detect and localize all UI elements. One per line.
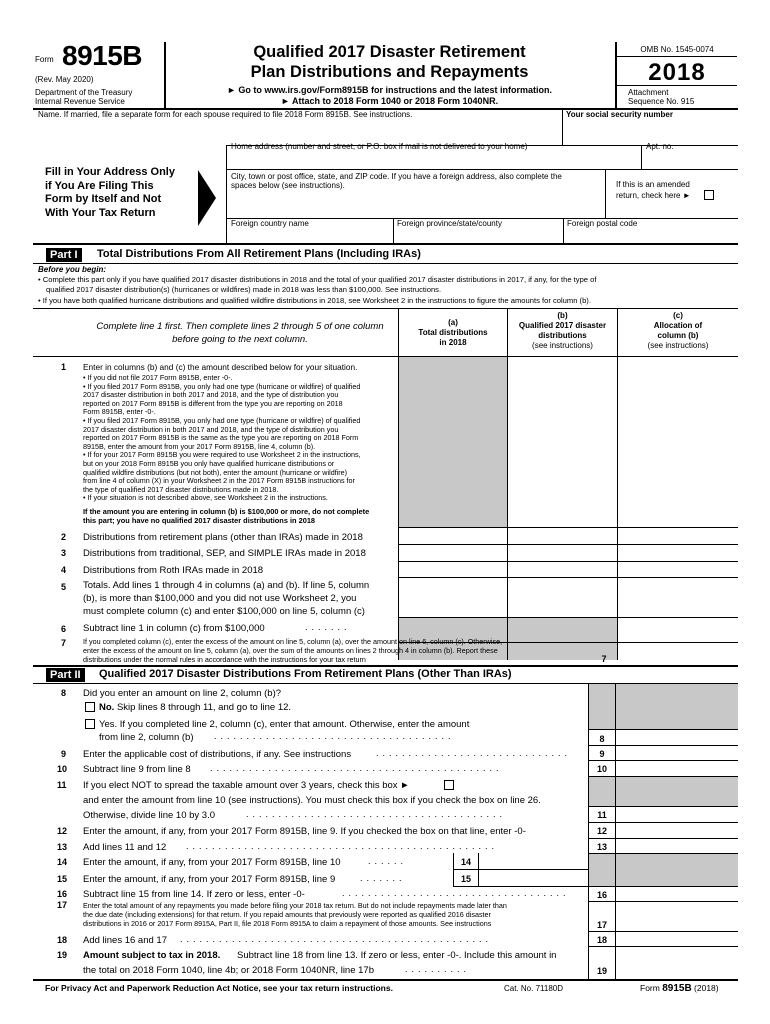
line-number-6: 6 [61,624,67,634]
line-number-1: 1 [61,362,67,372]
line9-text: Enter the applicable cost of distributions, if any. See instructions [83,749,352,760]
city-state-zip-field[interactable] [231,192,601,214]
arrow-right-icon [198,170,216,226]
attachment-label: Attachment [628,88,669,97]
line19-text-b: the total on 2018 Form 1040, line 4b; or 2018 Form 1040NR, line 17b [83,965,374,976]
line3-column-c-field[interactable] [618,545,737,560]
box-number-17: 17 [596,920,607,930]
line-number-3: 3 [61,548,67,558]
line19-amount-field[interactable] [616,947,737,978]
line12-amount-field[interactable] [616,823,737,838]
line-number-7: 7 [61,638,67,648]
ssn-label: Your social security number [566,110,673,119]
line10-amount-field[interactable] [616,761,737,775]
line11-amount-field[interactable] [616,807,737,822]
line-number-17: 17 [57,900,68,910]
line-number-4: 4 [61,565,67,575]
name-field[interactable] [38,120,558,144]
omb-number: OMB No. 1545-0074 [640,45,714,54]
line-number-14: 14 [57,857,68,867]
apt-label: Apt. no. [646,142,674,151]
line7-text-c: distributions under the normal rules in accordance with the instructions for your tax return [83,655,366,664]
line-number-18: 18 [57,935,68,945]
line-number-10: 10 [57,764,68,774]
box-number-10: 10 [596,764,607,774]
sequence-number: Sequence No. 915 [628,97,695,106]
line8-question: Did you enter an amount on line 2, column (b)? [83,688,282,699]
column-c-header: (c) Allocation of column (b) (see instructions) [647,311,709,350]
column-a-header: (a) Total distributions in 2018 [418,318,488,347]
part1-label: Part I [46,248,82,262]
line9-amount-field[interactable] [616,746,737,760]
line17-text-c: distributions in 2016 or 2017 Form 8915A, Part II, file 2018 Form 8915A to claim a repayment of those amounts. See instructions [83,919,492,928]
line5-text-a: Totals. Add lines 1 through 4 in columns (a) and (b). If line 5, column [83,580,370,591]
line16-amount-field[interactable] [616,887,737,901]
attach-instruction: ► Attach to 2018 Form 1040 or 2018 Form 1040NR. [280,96,499,106]
form-title-line1: Qualified 2017 Disaster Retirement [253,43,526,61]
line11-text-b: and enter the amount from line 10 (see instructions). You must check this box if you check the box on line 26. [83,795,541,806]
line8-no-checkbox[interactable] [85,702,95,712]
amended-label-line2: return, check here ► [616,191,691,200]
line7-text-b: enter the excess of the amount on line 5, column (a), over the sum of the amounts on lines 2 through 4 in column (b). Report these [83,646,498,655]
form-reference: Form 8915B (2018) [640,983,719,994]
box-number-7: 7 [601,654,607,664]
department-line1: Department of the Treasury [35,88,133,97]
column-b-header: (b) Qualified 2017 disaster distributions (see instructions) [518,311,607,350]
line2-column-a-field[interactable] [399,528,507,544]
line5-column-c-field[interactable] [618,578,737,617]
foreign-postal-field[interactable] [567,229,735,242]
department-line2: Internal Revenue Service [35,97,125,106]
privacy-act-notice: For Privacy Act and Paperwork Reduction Act Notice, see your tax return instructions. [45,983,393,993]
line13-amount-field[interactable] [616,839,737,853]
form-title-line2: Plan Distributions and Repayments [250,63,529,81]
line3-text: Distributions from traditional, SEP, and SIMPLE IRAs made in 2018 [83,548,366,559]
foreign-country-label: Foreign country name [231,219,309,228]
line17-amount-field[interactable] [616,902,737,930]
part2-label: Part II [46,668,85,682]
line6-column-c-field[interactable] [618,618,737,642]
part1-bullet1b: qualified 2017 disaster distribution(s) (hurricanes or wildfires) made in 2018 was less than $100,000. See instructions. [46,285,442,294]
box-number-15: 15 [460,874,471,884]
line8-no-text: No. Skip lines 8 through 11, and go to line 12. [99,702,292,713]
fill-in-address-note: Fill in Your Address Only if You Are Filing This Form by Itself and Not With Your Tax Return [45,166,175,219]
line3-column-a-field[interactable] [399,545,507,560]
line11-text-c: Otherwise, divide line 10 by 3.0 [83,810,216,821]
part1-title: Total Distributions From All Retirement Plans (Including IRAs) [97,248,421,260]
line8-yes-text-2: from line 2, column (b) [99,732,194,743]
part1-bullet1a: • Complete this part only if you have qualified 2017 disaster distributions in 2018 and the total of your qualified 2017 disaster distributions in 2017, if any, for the type of [38,275,597,284]
line3-column-b-field[interactable] [508,545,616,560]
foreign-province-label: Foreign province/state/county [397,219,502,228]
line-number-9: 9 [61,749,67,759]
part1-intro-line2: before going to the next column. [172,334,308,345]
box-number-12: 12 [596,826,607,836]
revision-date: (Rev. May 2020) [35,75,94,84]
part1-bullet2: • If you have both qualified hurricane distributions and qualified wildfire distributions in 2018, see Worksheet 2 in the instructions to figure the amounts for column (b). [38,296,591,305]
line1-column-b-field[interactable] [508,358,616,526]
line2-column-c-field[interactable] [618,528,737,544]
form-word: Form [35,55,54,64]
line2-text: Distributions from retirement plans (other than IRAs) made in 2018 [83,532,363,543]
tax-year: 2018 [648,59,706,86]
line11-text-a: If you elect NOT to spread the taxable amount over 3 years, check this box ► [83,780,410,791]
ssn-field[interactable] [566,120,736,144]
line10-text: Subtract line 9 from line 8 [83,764,191,775]
line8-amount-field[interactable] [616,730,737,745]
city-label-line2: spaces below (see instructions). [231,181,345,190]
line4-column-a-field[interactable] [399,562,507,577]
box-number-8: 8 [599,734,605,744]
box-number-13: 13 [596,842,607,852]
line1-column-c-field[interactable] [618,358,737,526]
line14-text: Enter the amount, if any, from your 2017 Form 8915B, line 10 [83,857,341,868]
box-number-16: 16 [596,890,607,900]
form-number: 8915B [62,40,143,71]
line-number-19: 19 [57,950,68,960]
box-number-14: 14 [460,857,471,867]
line4-column-c-field[interactable] [618,562,737,577]
line-number-16: 16 [57,889,68,899]
line-number-5: 5 [61,582,67,592]
line-number-11: 11 [57,780,67,790]
line6-text: Subtract line 1 in column (c) from $100,000 [83,623,265,634]
line1-bold-note-2: this part; you have no qualified 2017 disaster distributions in 2018 [83,516,316,525]
box-number-18: 18 [596,935,607,945]
line19-heading: Amount subject to tax in 2018. [83,950,221,961]
home-address-field[interactable] [231,152,636,168]
line18-amount-field[interactable] [616,932,737,946]
box-number-11: 11 [597,810,607,820]
foreign-postal-label: Foreign postal code [567,219,638,228]
line18-text: Add lines 16 and 17 [83,935,167,946]
line8-yes-text: Yes. If you completed line 2, column (c), enter that amount. Otherwise, enter the amount [99,719,470,730]
line1-situations: • If you did not file 2017 Form 8915B, enter -0-. • If you filed 2017 Form 8915B, you only had one type (hurricane or wildfire) of qualified 2017 disaster distribution in both 2017 and 2018, and the type of distribution you reported on 2017 Form 8915B is different from the type you are reporting on 2018 Form 8915B, enter -0-. • If you filed 2017 Form 8915B, you only had one type (hurricane or wildfire) of qualified 2017 disaster distribution in both 2017 and 2018, and the type of distribution you reported on 2017 Form 8915B is the same as the type you are reporting on 2018 Form 8915B, enter the amount from your 2017 Form 8915B, line 4, column (b). • If for your 2017 Form 8915B you were required to use Worksheet 2 in the instructions, but on your 2018 Form 8915B you only have qualified hurricane distributions or qualified wildfire distributions (but not both), enter the amount (hurricane or wildfire) from line 4 of column (X) in your Worksheet 2 in the 2017 Form 8915B instructions for the type of qualified 2017 disaster distributions made in 2018. • If your situation is not described above, see Worksheet 2 in the instructions. [83,373,361,503]
line17-text-b: the due date (including extensions) for that return. If you repaid amounts that previously were reported as qualified 2016 disaster [83,910,491,919]
line-number-13: 13 [57,842,68,852]
line-number-8: 8 [61,688,67,698]
line7-text-a: If you completed column (c), enter the excess of the amount on line 5, column (a), over the amount on line 6, column (c). Otherwise, [83,637,503,646]
part2-title: Qualified 2017 Disaster Distributions From Retirement Plans (Other Than IRAs) [99,668,512,680]
line5-text-b: (b), is more than $100,000 and you did not use Worksheet 2, you [83,593,357,604]
box-number-19: 19 [596,966,607,976]
line17-text-a: Enter the total amount of any repayments you made before filing your 2018 tax return. But do not include repayments made later than [83,901,507,910]
city-label-line1: City, town or post office, state, and ZIP code. If you have a foreign address, also complete the [231,172,562,181]
form-page: Form 8915B (Rev. May 2020) Department of the Treasury Internal Revenue Service Qualified 2017 Disaster Retirement Plan Distributions and Repayments ► Go to www.irs.gov/Form8915B for instructions and the latest information. ► Attach to 2018 Form 1040 or 2018 Form 1040NR. OMB No. 1545-0074 2018 Attachment Sequence No. 915 Name. If married, file a separate form for each spouse required to file 2018 Form 8915B. See instructions. Your social security number Fill in Your Address Only if You Are Filing This Form by Itself and Not With Your Tax Return Home address (number and street, or P.O. box if mail is not delivered to your home) Apt. no. City, town or post office, state, and ZIP code. If you have a foreign address, also complete the spaces below (see instructions). If this is an amended return, check here ► Foreign country name Foreign province/state/county Foreign postal code Part I Total Distributions From All Retirement Plans (Including IRAs) Before you begin: • Complete this part only if you have qualified 2017 disaster distributions in 2018 and the total of your qualified 2017 disaster distributions in 2017, if any, for the type of qualified 2017 disaster distribution(s) (hurricanes or wildfires) made in 2018 was less than $100,000. See instructions. • If you have both qualified hurricane distributions and qualified wildfire distributions in 2018, see Worksheet 2 in the instructions to figure the amounts for column (b). Complete line 1 first. Then complete lines 2 through 5 of one column before going to the next column. (a) Total distributions in 2018 (b) Qualified 2017 disaster distributions (see instructions) (c) Allocation of column (b) (see instructions) 1 Enter in columns (b) and (c) the amount described below for your situation. • If you did not file 2017 Form 8915B, enter -0-. • If you filed 2017 Form 8915B, you only had one type (hurricane or wildfire) of qualified 2017 disaster distribution in both 2017 and 2018, and the type of distribution you reported on 2017 Form 8915B is different from the type you are reporting on 2018 Form 8915B, enter -0-. • If you filed 2017 Form 8915B, you only had one type (hurricane or wildfire) of qualified 2017 disaster distribution in both 2017 and 2018, and the type of distribution you reported on 2017 Form 8915B is the same as the type you are reporting on 2018 Form 8915B, enter the amount from your 2017 Form 8915B, line 4, column (b). • If for your 2017 Form 8915B you were required to use Worksheet 2 in the instructions, but on your 2018 Form 8915B you only have qualified hurricane distributions or qualified wildfire distributions (but not both), enter the amount (hurricane or wildfire) from line 4 of column (X) in your Worksheet 2 in the 2017 Form 8915B instructions for the type of qualified 2017 disaster distributions made in 2018. • If your situation is not described above, see Worksheet 2 in the instructions. If the amount you are entering in column (b) is $100,000 or more, do not complete this part; you have no qualified 2017 disaster distributions in 2018 2 Distributions from retirement plans (other than IRAs) made in 2018 3 Distributions from traditional, SEP, and SIMPLE IRAs made in 2018 4 Distributions from Roth IRAs made in 2018 5 Totals. Add lines 1 through 4 in columns (a) and (b). If line 5, column (b), is more than $100,000 and you did not use Worksheet 2, you must complete column (c) and enter $100,000 on line 5, column (c) 6 Subtract line 1 in column (c) from $100,000 ....... 7 If you completed column (c), enter the excess of the amount on line 5, column (a), over the amount on line 6, column (c). Otherwise, enter the excess of the amount on line 5, column (a), over the sum of the amounts on lines 2 through 4 in column (b). Report these distributions under the normal rules in accordance with the instructions for your tax return 7 Part II Qualified 2017 Disaster Distributions From Retirement Plans (Other Than IRAs) 8 Did you enter an amount on line 2, column (b)? No. Skip lines 8 through 11, and go to line 12. Yes. If you completed line 2, column (c), enter that amount. Otherwise, enter the amount from line 2, column (b) ..................................... 8 9 Enter the applicable cost of distributions, if any. See instructions .............................. 9 10 Subtract line 9 from line 8 ............................................. 10 11 If you elect NOT to spread the taxable amount over 3 years, check this box ► and enter the amount from line 10 (see instructions). You must check this box if you check the box on line 26. Otherwise, divide line 10 by 3.0 ........................................ 11 12 Enter the amount, if any, from your 2017 Form 8915B, line 9. If you checked the box on that line, enter -0- 12 13 Add lines 11 and 12 ................................................ 13 14 Enter the amount, if any, from your 2017 Form 8915B, line 10 ...... 14 15 Enter the amount, if any, from your 2017 Form 8915B, line 9 ....... 15 16 Subtract line 15 from line 14. If zero or less, enter -0- ................................... 16 17 Enter the total amount of any repayments you made before filing your 2018 tax return. But do not include repayments made later than the due date (including extensions) for that return. If you repaid amounts that previously were reported as qualified 2016 disaster distributions in 2016 or 2017 Form 8915A, Part II, file 2018 Form 8915A to claim a repayment of those amounts. See instructions 17 18 Add lines 16 and 17 ................................................ 18 19 Amount subject to tax in 2018. Subtract line 18 from line 13. If zero or less, enter -0-. Include this amount in the total on 2018 Form 1040, line 4b; or 2018 Form 1040NR, line 17b .......... 19 For Privacy Act and Paperwork Reduction Act Notice, see your tax return instructions. Cat. No. 71180D Form 8915B (2018) [0,0,770,1024]
line5-column-b-field[interactable] [508,578,616,617]
line2-column-b-field[interactable] [508,528,616,544]
line1-instruction: Enter in columns (b) and (c) the amount described below for your situation. [83,362,358,372]
apt-field[interactable] [646,152,736,168]
line1-bold-note-1: If the amount you are entering in column (b) is $100,000 or more, do not complete [83,507,370,516]
line5-text-c: must complete column (c) and enter $100,000 on line 5, column (c) [83,606,365,617]
line12-text: Enter the amount, if any, from your 2017 Form 8915B, line 9. If you checked the box on that line, enter -0- [83,826,526,837]
part1-intro-line1: Complete line 1 first. Then complete lines 2 through 5 of one column [96,321,384,332]
line19-text-a: Subtract line 18 from line 13. If zero or less, enter -0-. Include this amount in [237,950,557,961]
line15-amount-field[interactable] [479,870,587,885]
box-number-9: 9 [599,749,605,759]
home-address-label: Home address (number and street, or P.O. box if mail is not delivered to your home) [231,142,528,151]
line11-elect-checkbox[interactable] [444,780,454,790]
line-number-2: 2 [61,532,67,542]
line4-column-b-field[interactable] [508,562,616,577]
before-you-begin: Before you begin: [38,265,107,274]
line15-text: Enter the amount, if any, from your 2017 Form 8915B, line 9 [83,874,336,885]
line16-text: Subtract line 15 from line 14. If zero or less, enter -0- [83,889,305,900]
name-label: Name. If married, file a separate form for each spouse required to file 2018 Form 8915B. See instructions. [38,110,413,119]
line-number-15: 15 [57,874,68,884]
line14-amount-field[interactable] [479,854,587,868]
foreign-province-field[interactable] [397,229,557,242]
line7-amount-field[interactable] [618,643,737,660]
foreign-country-field[interactable] [231,229,391,242]
amended-return-checkbox[interactable] [704,190,714,200]
line8-yes-checkbox[interactable] [85,719,95,729]
line4-text: Distributions from Roth IRAs made in 2018 [83,565,264,576]
amended-label-line1: If this is an amended [616,180,690,189]
line13-text: Add lines 11 and 12 [83,842,167,853]
line-number-12: 12 [57,826,68,836]
line5-column-a-field[interactable] [399,578,507,617]
instructions-link: ► Go to www.irs.gov/Form8915B for instructions and the latest information. [226,85,553,95]
catalog-number: Cat. No. 71180D [504,984,563,993]
